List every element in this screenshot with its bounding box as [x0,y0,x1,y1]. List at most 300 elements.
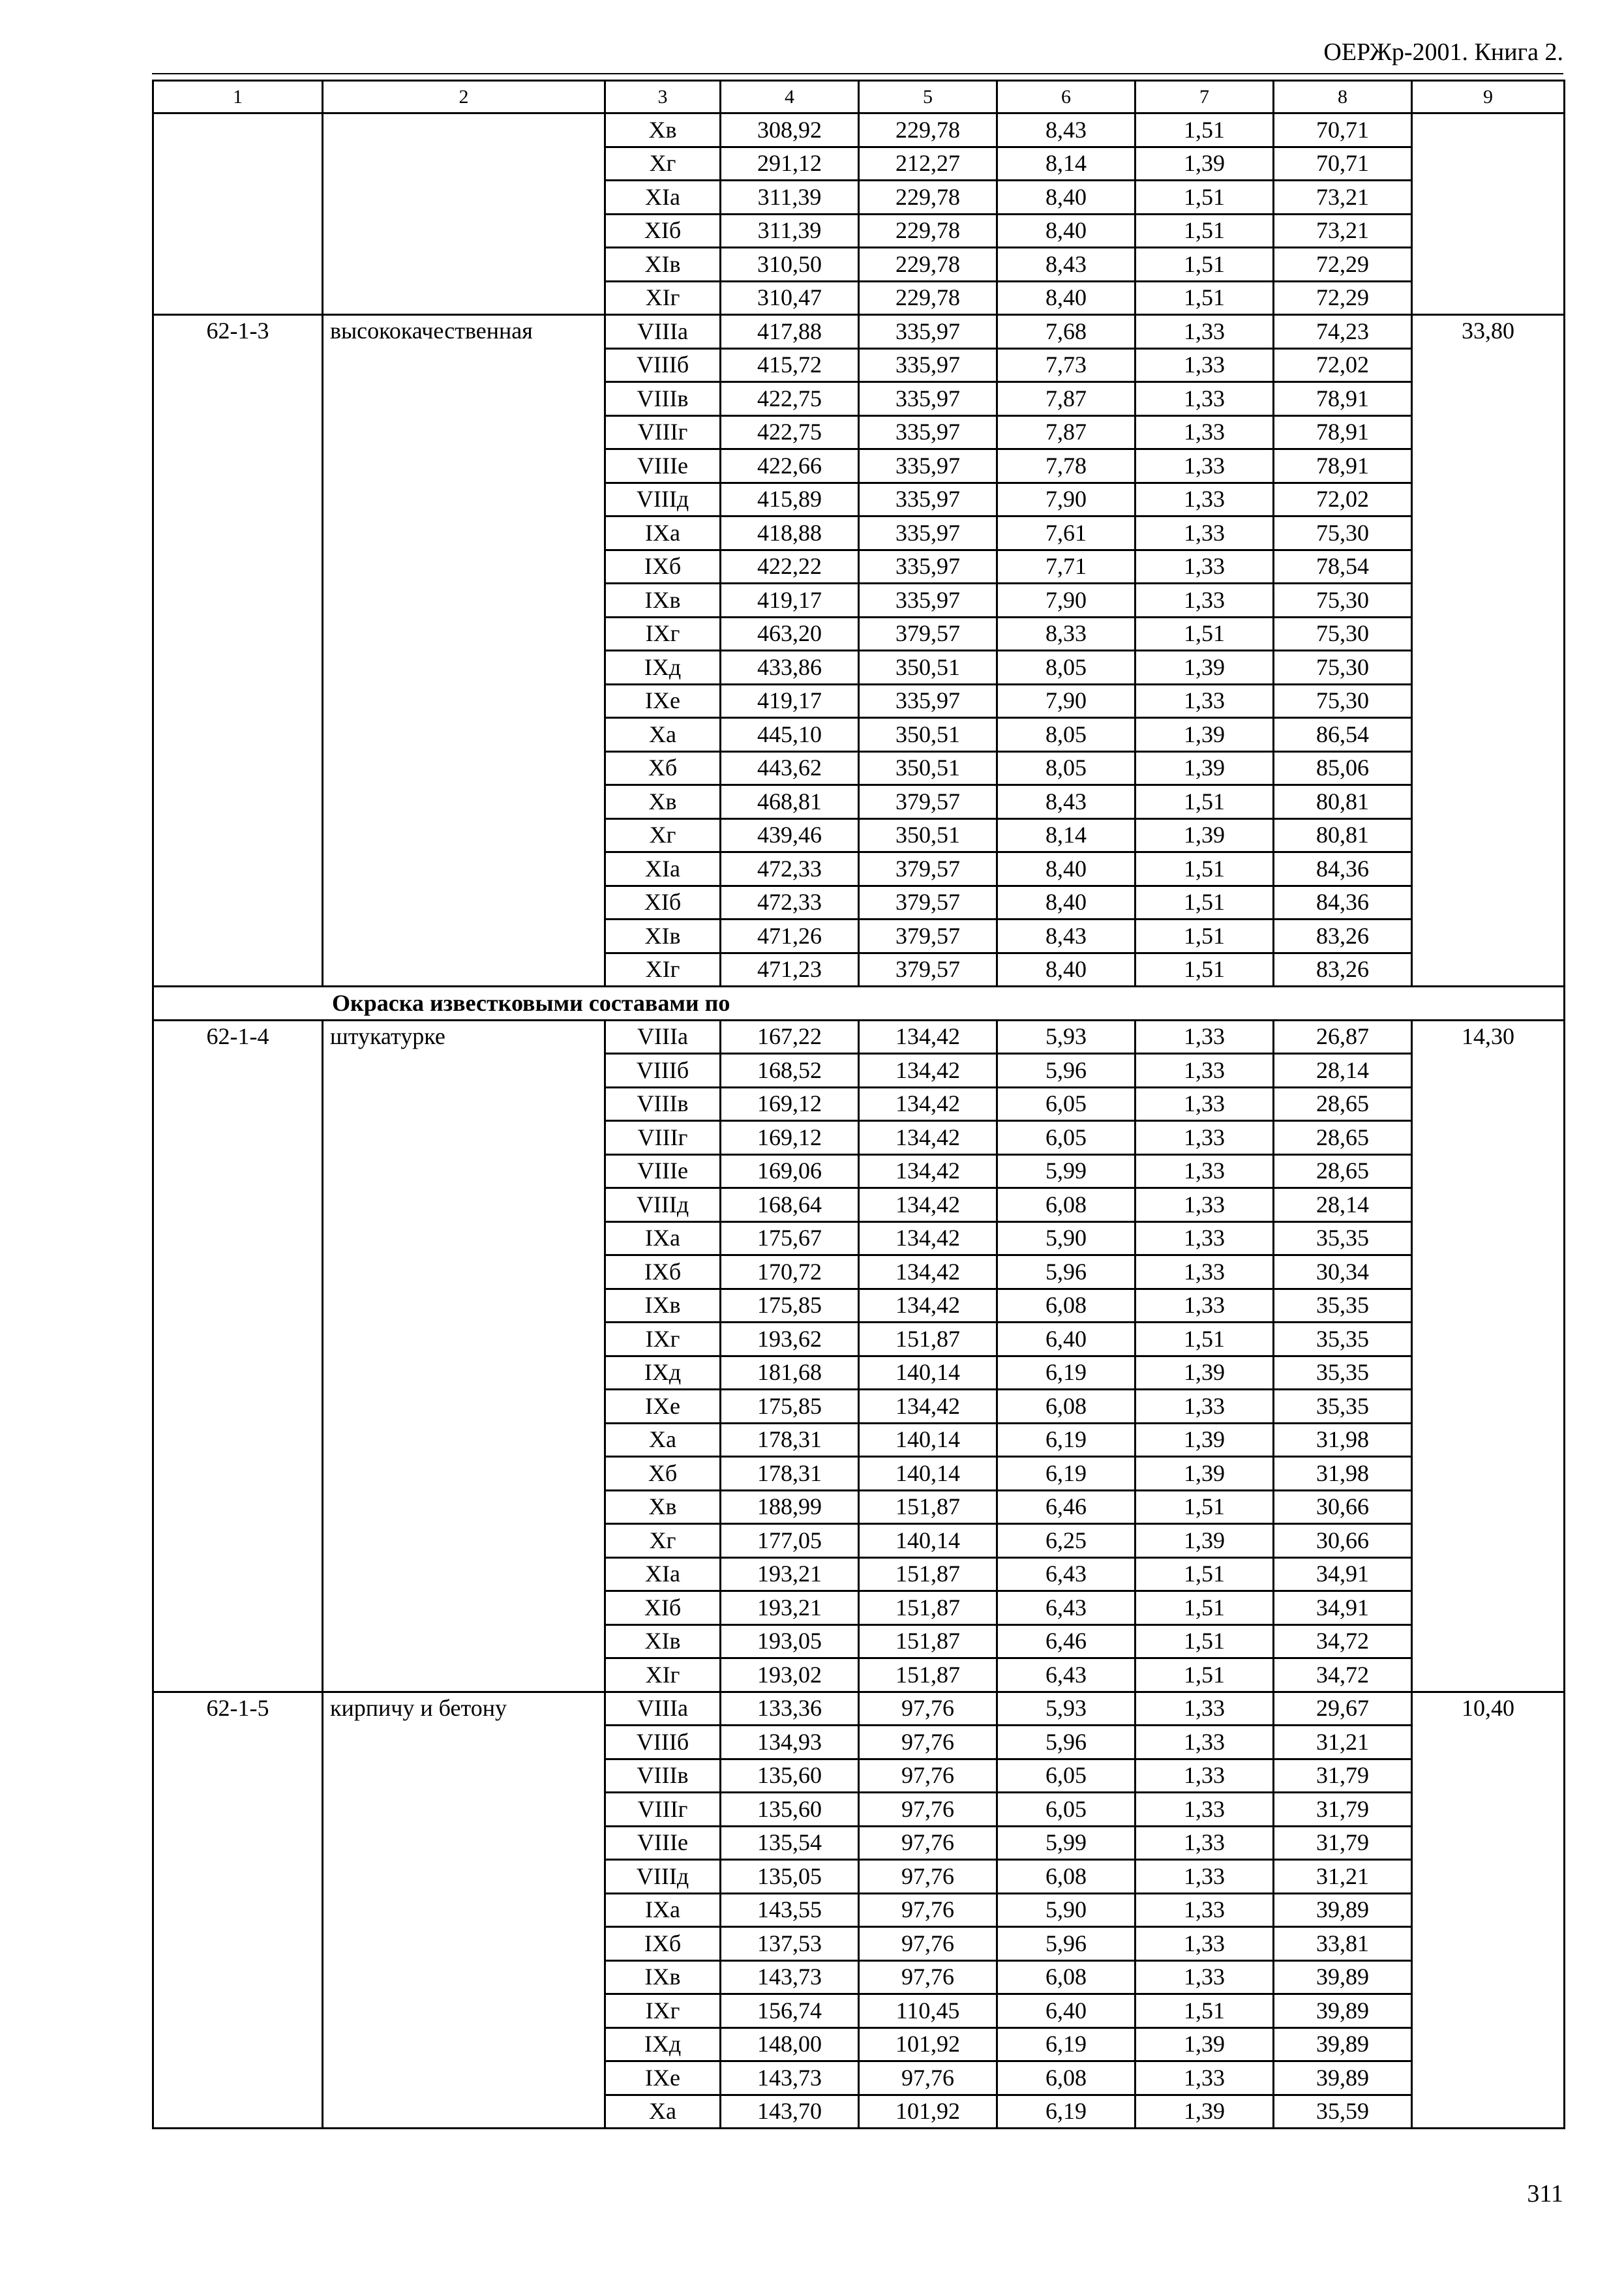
value-cell: 6,46 [997,1490,1135,1524]
region-cell: Хг [605,818,721,852]
value-cell: 134,42 [859,1221,997,1255]
value-cell: 193,05 [721,1624,859,1658]
value-cell: 34,91 [1274,1591,1412,1625]
value-cell: 39,89 [1274,2027,1412,2061]
region-cell: IХа [605,516,721,550]
column-number: 8 [1274,81,1412,113]
value-cell: 8,40 [997,214,1135,248]
value-cell: 175,85 [721,1289,859,1323]
value-cell: 1,33 [1135,348,1274,382]
column-9-value: 33,80 [1412,315,1565,987]
value-cell: 335,97 [859,449,997,483]
column-number: 5 [859,81,997,113]
value-cell: 35,35 [1274,1390,1412,1424]
column-9-value: 10,40 [1412,1692,1565,2129]
column-number: 3 [605,81,721,113]
value-cell: 1,39 [1135,651,1274,685]
column-9-value: 14,30 [1412,1020,1565,1692]
value-cell: 193,21 [721,1591,859,1625]
value-cell: 419,17 [721,684,859,718]
value-cell: 229,78 [859,214,997,248]
value-cell: 140,14 [859,1356,997,1390]
value-cell: 350,51 [859,751,997,785]
value-cell: 1,33 [1135,1390,1274,1424]
value-cell: 28,65 [1274,1087,1412,1121]
value-cell: 28,65 [1274,1121,1412,1155]
value-cell: 31,98 [1274,1457,1412,1491]
region-cell: IХв [605,1960,721,1994]
column-number: 6 [997,81,1135,113]
value-cell: 140,14 [859,1524,997,1558]
norm-code: 62-1-4 [153,1020,323,1692]
region-cell: IХа [605,1221,721,1255]
value-cell: 151,87 [859,1490,997,1524]
value-cell: 1,33 [1135,1793,1274,1827]
region-cell: IХв [605,584,721,618]
value-cell: 1,39 [1135,1524,1274,1558]
value-cell: 8,40 [997,181,1135,215]
column-number-row [153,81,1565,113]
document-header-title: ОЕРЖр-2001. Книга 2. [1323,38,1563,66]
section-row [153,987,1565,1021]
region-cell: VIIIд [605,1860,721,1894]
value-cell: 70,71 [1274,147,1412,181]
value-cell: 31,79 [1274,1793,1412,1827]
value-cell: 101,92 [859,2027,997,2061]
value-cell: 148,00 [721,2027,859,2061]
region-cell: VIIIа [605,315,721,349]
value-cell: 1,39 [1135,818,1274,852]
region-cell: VIIIд [605,1188,721,1222]
region-cell: XIб [605,1591,721,1625]
value-cell: 471,23 [721,953,859,987]
value-cell: 1,39 [1135,2027,1274,2061]
value-cell: 1,51 [1135,281,1274,315]
value-cell: 6,05 [997,1087,1135,1121]
value-cell: 75,30 [1274,651,1412,685]
value-cell: 26,87 [1274,1020,1412,1054]
value-cell: 1,33 [1135,1860,1274,1894]
value-cell: 229,78 [859,113,997,147]
value-cell: 35,35 [1274,1221,1412,1255]
value-cell: 140,14 [859,1423,997,1457]
value-cell: 134,42 [859,1054,997,1088]
value-cell: 350,51 [859,651,997,685]
region-cell: XIв [605,1624,721,1658]
value-cell: 34,72 [1274,1658,1412,1692]
value-cell: 1,51 [1135,1323,1274,1356]
value-cell: 1,33 [1135,382,1274,416]
value-cell: 5,99 [997,1154,1135,1188]
value-cell: 6,08 [997,1390,1135,1424]
value-cell: 6,08 [997,1289,1135,1323]
table-row [153,315,1565,349]
value-cell: 1,39 [1135,1423,1274,1457]
value-cell: 6,05 [997,1793,1135,1827]
value-cell: 31,21 [1274,1726,1412,1759]
value-cell: 5,90 [997,1893,1135,1927]
value-cell: 1,33 [1135,516,1274,550]
value-cell: 31,79 [1274,1759,1412,1793]
value-cell: 471,26 [721,920,859,953]
region-cell: Хв [605,113,721,147]
region-cell: Хв [605,785,721,819]
table-row [153,1020,1565,1054]
value-cell: 1,33 [1135,1087,1274,1121]
value-cell: 39,89 [1274,1893,1412,1927]
value-cell: 1,39 [1135,751,1274,785]
value-cell: 151,87 [859,1658,997,1692]
value-cell: 1,51 [1135,1994,1274,2028]
value-cell: 143,73 [721,1960,859,1994]
value-cell: 310,47 [721,281,859,315]
value-cell: 379,57 [859,886,997,920]
value-cell: 7,90 [997,684,1135,718]
value-cell: 1,33 [1135,2061,1274,2095]
region-cell: IХд [605,1356,721,1390]
value-cell: 418,88 [721,516,859,550]
value-cell: 175,67 [721,1221,859,1255]
value-cell: 7,78 [997,449,1135,483]
value-cell: 1,33 [1135,1692,1274,1726]
value-cell: 6,40 [997,1323,1135,1356]
value-cell: 5,96 [997,1726,1135,1759]
value-cell: 439,46 [721,818,859,852]
value-cell: 1,33 [1135,1121,1274,1155]
region-cell: VIIIе [605,1154,721,1188]
value-cell: 229,78 [859,281,997,315]
region-cell: XIв [605,248,721,282]
value-cell: 178,31 [721,1423,859,1457]
value-cell: 1,33 [1135,1960,1274,1994]
value-cell: 28,65 [1274,1154,1412,1188]
value-cell: 1,33 [1135,584,1274,618]
value-cell: 6,43 [997,1658,1135,1692]
value-cell: 170,72 [721,1255,859,1289]
value-cell: 28,14 [1274,1054,1412,1088]
region-cell: VIIIг [605,415,721,449]
value-cell: 156,74 [721,1994,859,2028]
value-cell: 1,51 [1135,181,1274,215]
work-name: кирпичу и бетону [323,1692,605,2129]
value-cell: 1,39 [1135,1457,1274,1491]
value-cell: 6,43 [997,1557,1135,1591]
norm-code: 62-1-5 [153,1692,323,2129]
value-cell: 8,05 [997,651,1135,685]
value-cell: 73,21 [1274,181,1412,215]
value-cell: 101,92 [859,2095,997,2129]
value-cell: 8,40 [997,953,1135,987]
value-cell: 7,73 [997,348,1135,382]
value-cell: 1,33 [1135,1020,1274,1054]
value-cell: 463,20 [721,617,859,651]
value-cell: 97,76 [859,1692,997,1726]
value-cell: 1,33 [1135,1188,1274,1222]
value-cell: 6,19 [997,1423,1135,1457]
value-cell: 5,90 [997,1221,1135,1255]
region-cell: IХг [605,617,721,651]
region-cell: XIа [605,181,721,215]
region-cell: XIа [605,1557,721,1591]
value-cell: 135,60 [721,1793,859,1827]
value-cell: 135,54 [721,1826,859,1860]
value-cell: 335,97 [859,483,997,516]
value-cell: 1,33 [1135,550,1274,584]
value-cell: 140,14 [859,1457,997,1491]
region-cell: Хв [605,1490,721,1524]
value-cell: 84,36 [1274,886,1412,920]
value-cell: 8,40 [997,281,1135,315]
value-cell: 73,21 [1274,214,1412,248]
value-cell: 6,19 [997,2027,1135,2061]
value-cell: 78,54 [1274,550,1412,584]
value-cell: 72,02 [1274,483,1412,516]
table-row [153,1692,1565,1726]
value-cell: 311,39 [721,181,859,215]
value-cell: 6,05 [997,1759,1135,1793]
value-cell: 193,21 [721,1557,859,1591]
region-cell: Ха [605,1423,721,1457]
value-cell: 86,54 [1274,718,1412,752]
region-cell: IХе [605,2061,721,2095]
value-cell: 134,93 [721,1726,859,1759]
value-cell: 8,43 [997,113,1135,147]
value-cell: 5,96 [997,1927,1135,1961]
value-cell: 80,81 [1274,818,1412,852]
region-cell: VIIIв [605,1087,721,1121]
value-cell: 229,78 [859,181,997,215]
value-cell: 72,29 [1274,248,1412,282]
value-cell: 6,08 [997,1960,1135,1994]
value-cell: 350,51 [859,818,997,852]
value-cell: 168,64 [721,1188,859,1222]
region-cell: XIб [605,886,721,920]
value-cell: 6,08 [997,1860,1135,1894]
value-cell: 193,02 [721,1658,859,1692]
value-cell: 39,89 [1274,2061,1412,2095]
region-cell: VIIIб [605,348,721,382]
region-cell: VIIIд [605,483,721,516]
value-cell: 134,42 [859,1255,997,1289]
region-cell: VIIIг [605,1121,721,1155]
value-cell: 379,57 [859,920,997,953]
value-cell: 177,05 [721,1524,859,1558]
value-cell: 6,19 [997,1356,1135,1390]
value-cell: 212,27 [859,147,997,181]
region-cell: VIIIе [605,449,721,483]
value-cell: 1,33 [1135,1255,1274,1289]
value-cell: 31,79 [1274,1826,1412,1860]
region-cell: VIIIб [605,1726,721,1759]
value-cell: 181,68 [721,1356,859,1390]
value-cell: 8,05 [997,718,1135,752]
value-cell: 335,97 [859,415,997,449]
value-cell: 134,42 [859,1188,997,1222]
value-cell: 335,97 [859,684,997,718]
value-cell: 30,34 [1274,1255,1412,1289]
column-number: 4 [721,81,859,113]
table-row [153,113,1565,147]
value-cell: 1,51 [1135,617,1274,651]
region-cell: XIг [605,953,721,987]
value-cell: 1,33 [1135,1289,1274,1323]
value-cell: 308,92 [721,113,859,147]
value-cell: 72,02 [1274,348,1412,382]
region-cell: IХб [605,550,721,584]
value-cell: 472,33 [721,886,859,920]
value-cell: 379,57 [859,785,997,819]
value-cell: 1,33 [1135,684,1274,718]
value-cell: 97,76 [859,1793,997,1827]
value-cell: 422,22 [721,550,859,584]
value-cell: 335,97 [859,550,997,584]
value-cell: 1,51 [1135,1591,1274,1625]
value-cell: 1,51 [1135,113,1274,147]
region-cell: IХе [605,684,721,718]
value-cell: 8,40 [997,886,1135,920]
region-cell: Хб [605,1457,721,1491]
norm-table [152,80,1565,2129]
value-cell: 151,87 [859,1557,997,1591]
value-cell: 193,62 [721,1323,859,1356]
region-cell: VIIIг [605,1793,721,1827]
value-cell: 7,71 [997,550,1135,584]
value-cell: 1,51 [1135,953,1274,987]
value-cell: 134,42 [859,1154,997,1188]
value-cell: 6,46 [997,1624,1135,1658]
value-cell: 134,42 [859,1121,997,1155]
value-cell: 30,66 [1274,1490,1412,1524]
value-cell: 188,99 [721,1490,859,1524]
value-cell: 178,31 [721,1457,859,1491]
column-9-value [1412,113,1565,315]
region-cell: XIг [605,1658,721,1692]
value-cell: 78,91 [1274,415,1412,449]
region-cell: Ха [605,2095,721,2129]
value-cell: 39,89 [1274,1994,1412,2028]
value-cell: 419,17 [721,584,859,618]
value-cell: 7,87 [997,382,1135,416]
value-cell: 1,33 [1135,483,1274,516]
value-cell: 80,81 [1274,785,1412,819]
value-cell: 29,67 [1274,1692,1412,1726]
column-number: 1 [153,81,323,113]
value-cell: 35,35 [1274,1323,1412,1356]
value-cell: 1,33 [1135,1759,1274,1793]
region-cell: IХд [605,651,721,685]
value-cell: 85,06 [1274,751,1412,785]
value-cell: 75,30 [1274,516,1412,550]
value-cell: 7,90 [997,483,1135,516]
column-number: 7 [1135,81,1274,113]
value-cell: 422,75 [721,382,859,416]
value-cell: 34,72 [1274,1624,1412,1658]
region-cell: VIIIа [605,1020,721,1054]
region-cell: Хб [605,751,721,785]
value-cell: 1,39 [1135,1356,1274,1390]
value-cell: 7,61 [997,516,1135,550]
norm-code [153,113,323,315]
value-cell: 422,66 [721,449,859,483]
value-cell: 167,22 [721,1020,859,1054]
value-cell: 137,53 [721,1927,859,1961]
value-cell: 311,39 [721,214,859,248]
value-cell: 97,76 [859,1726,997,1759]
value-cell: 7,90 [997,584,1135,618]
region-cell: IХд [605,2027,721,2061]
value-cell: 335,97 [859,382,997,416]
value-cell: 97,76 [859,1893,997,1927]
value-cell: 75,30 [1274,584,1412,618]
value-cell: 135,60 [721,1759,859,1793]
region-cell: VIIIб [605,1054,721,1088]
value-cell: 28,14 [1274,1188,1412,1222]
value-cell: 7,87 [997,415,1135,449]
value-cell: 8,43 [997,785,1135,819]
value-cell: 151,87 [859,1323,997,1356]
value-cell: 135,05 [721,1860,859,1894]
region-cell: IХб [605,1927,721,1961]
value-cell: 35,35 [1274,1356,1412,1390]
value-cell: 8,05 [997,751,1135,785]
value-cell: 422,75 [721,415,859,449]
value-cell: 97,76 [859,1826,997,1860]
value-cell: 34,91 [1274,1557,1412,1591]
value-cell: 8,14 [997,818,1135,852]
value-cell: 35,59 [1274,2095,1412,2129]
value-cell: 30,66 [1274,1524,1412,1558]
header-rule [152,73,1563,74]
value-cell: 6,08 [997,2061,1135,2095]
region-cell: VIIIв [605,1759,721,1793]
value-cell: 1,33 [1135,1221,1274,1255]
value-cell: 1,39 [1135,2095,1274,2129]
region-cell: XIб [605,214,721,248]
value-cell: 6,08 [997,1188,1135,1222]
value-cell: 33,81 [1274,1927,1412,1961]
value-cell: 1,33 [1135,1154,1274,1188]
value-cell: 1,51 [1135,785,1274,819]
value-cell: 1,51 [1135,920,1274,953]
value-cell: 1,33 [1135,1927,1274,1961]
value-cell: 78,91 [1274,449,1412,483]
region-cell: IХа [605,1893,721,1927]
value-cell: 1,51 [1135,1490,1274,1524]
value-cell: 1,51 [1135,1624,1274,1658]
region-cell: IХг [605,1323,721,1356]
value-cell: 78,91 [1274,382,1412,416]
value-cell: 1,33 [1135,1826,1274,1860]
value-cell: 5,96 [997,1255,1135,1289]
region-cell: Хг [605,147,721,181]
region-cell: IХг [605,1994,721,2028]
value-cell: 7,68 [997,315,1135,349]
value-cell: 1,51 [1135,852,1274,886]
value-cell: 1,33 [1135,415,1274,449]
value-cell: 151,87 [859,1624,997,1658]
value-cell: 84,36 [1274,852,1412,886]
value-cell: 229,78 [859,248,997,282]
value-cell: 433,86 [721,651,859,685]
value-cell: 143,55 [721,1893,859,1927]
value-cell: 134,42 [859,1087,997,1121]
value-cell: 1,33 [1135,1054,1274,1088]
norm-code: 62-1-3 [153,315,323,987]
value-cell: 75,30 [1274,617,1412,651]
region-cell: Хг [605,1524,721,1558]
value-cell: 415,72 [721,348,859,382]
value-cell: 134,42 [859,1289,997,1323]
